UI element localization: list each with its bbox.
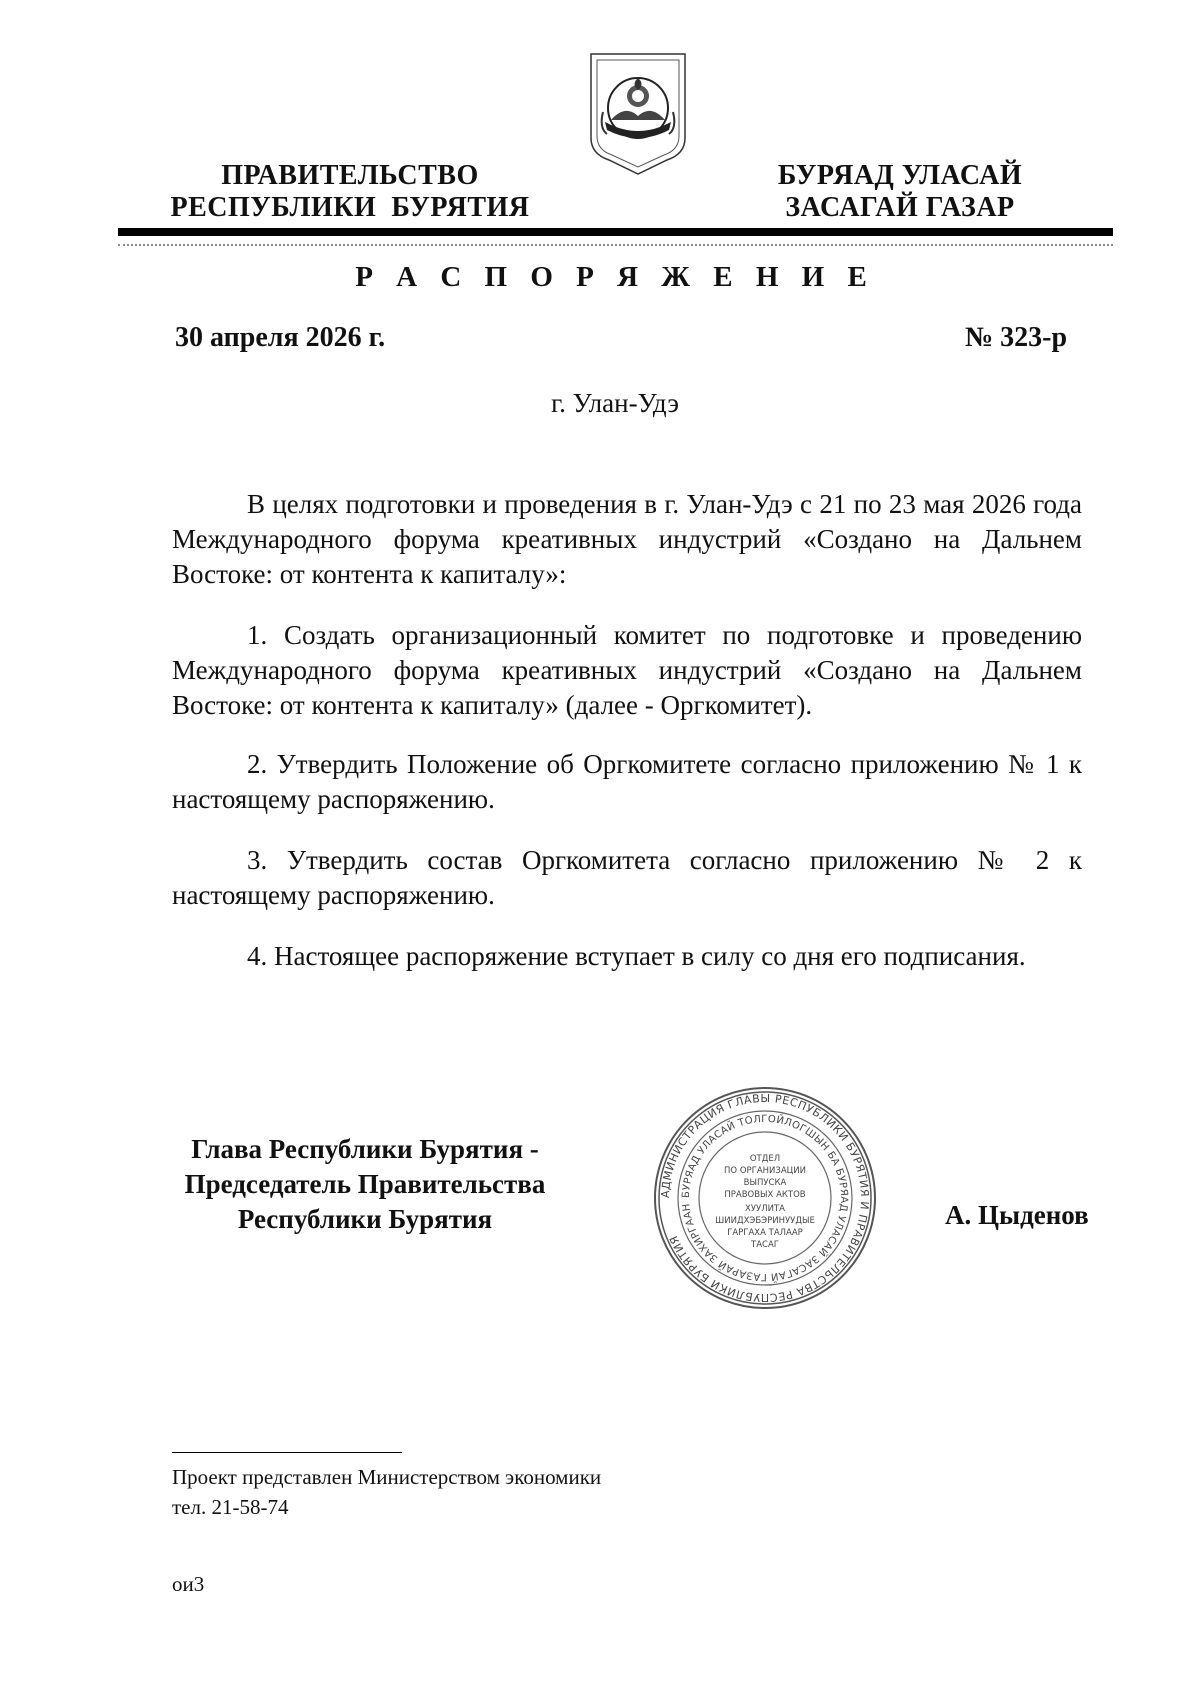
seal-center-line-6: ШИИДХЭБЭРИНУУДЫЕ: [715, 1216, 815, 1226]
clause-1: 1. Создать организационный комитет по подготовке и проведению Международного форума креативных индустрий «Создано на Дальнем Востоке: от контента к капиталу» (далее - Оргкомитет).: [172, 620, 1082, 720]
issuer-buryat-line-2: ЗАСАГАЙ ГАЗАР: [785, 192, 1015, 223]
clause-4: 4. Настоящее распоряжение вступает в силу со дня его подписания.: [247, 941, 1026, 971]
footnote-line-2: тел. 21-58-74: [172, 1495, 289, 1519]
preamble-paragraph: В целях подготовки и проведения в г. Улан-Удэ с 21 по 23 мая 2026 года Международного форума креативных индустрий «Создано на Дальнем Востоке: от контента к капиталу»:: [172, 489, 1082, 589]
footnote: [172, 1462, 601, 1522]
footnote-line-1: Проект представлен Министерством экономики: [172, 1465, 602, 1489]
seal-inner-text: БУРЯАД УЛАСАЙ ТОЛГОЙЛОГШЫН БА БУРЯАД УЛАСАЙ ЗАСАГАЙ ГАЗАРАЙ ЗАХИРГААН: [680, 1113, 850, 1283]
document-type: Р А С П О Р Я Ж Е Н И Е: [355, 261, 875, 293]
header-divider-dotted: [118, 244, 1113, 246]
issuer-russian-line-1: ПРАВИТЕЛЬСТВО: [221, 160, 479, 191]
issuer-buryat: [740, 160, 1060, 224]
header-divider-thick: [118, 228, 1113, 236]
seal-center-line-2: ПО ОРГАНИЗАЦИИ: [724, 1166, 806, 1176]
seal-center-line-7: ГАРГАХА ТАЛААР: [727, 1228, 803, 1238]
issuer-russian: [150, 160, 550, 224]
signatory-title: [150, 1132, 580, 1237]
registry-code: ои3: [172, 1572, 205, 1596]
document-date: 30 апреля 2026 г.: [175, 322, 386, 353]
seal-center-line-8: ТАСАГ: [751, 1240, 779, 1250]
clause-3: 3. Утвердить состав Оргкомитета согласно приложению № 2 к настоящему распоряжению.: [172, 845, 1082, 910]
clause-2: 2. Утвердить Положение об Оргкомитете согласно приложению № 1 к настоящему распоряжению.: [172, 749, 1082, 814]
seal-outer-text: АДМИНИСТРАЦИЯ ГЛАВЫ РЕСПУБЛИКИ БУРЯТИЯ И ПРАВИТЕЛЬСТВА РЕСПУБЛИКИ БУРЯТИЯ: [658, 1091, 872, 1305]
seal-center-line-3: ВЫПУСКА: [743, 1178, 787, 1188]
official-seal: [650, 1083, 880, 1313]
signatory-title-line-2: Председатель Правительства: [184, 1169, 546, 1199]
issuer-russian-line-2: РЕСПУБЛИКИ БУРЯТИЯ: [170, 192, 530, 223]
signatory-title-line-3: Республики Бурятия: [237, 1204, 493, 1234]
seal-center-line-4: ПРАВОВЫХ АКТОВ: [724, 1190, 806, 1200]
document-city: г. Улан-Удэ: [551, 388, 679, 418]
signatory-title-line-1: Глава Республики Бурятия -: [191, 1134, 539, 1164]
footnote-divider: [172, 1452, 402, 1453]
coat-of-arms-emblem: [585, 50, 691, 178]
seal-center-line-5: ХУУЛИТА: [745, 1204, 785, 1214]
seal-center-line-1: ОТДЕЛ: [749, 1154, 781, 1164]
document-number: № 323-р: [965, 322, 1068, 353]
issuer-buryat-line-1: БУРЯАД УЛАСАЙ: [777, 160, 1023, 191]
signatory-name: А. Цыденов: [945, 1200, 1089, 1230]
